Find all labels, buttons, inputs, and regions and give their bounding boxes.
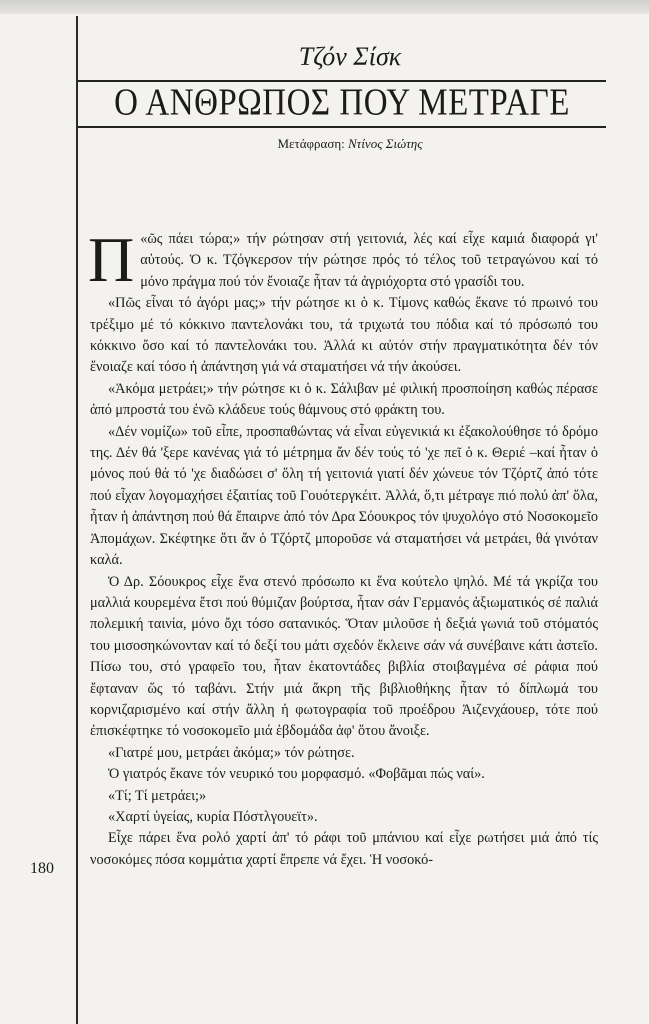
paragraph: «Γιατρέ μου, μετράει ἀκόμα;» τόν ρώτησε. bbox=[108, 744, 355, 761]
page-number: 180 bbox=[30, 860, 54, 877]
author-name: Τζόν Σίσκ bbox=[298, 42, 402, 71]
title-bottom-rule bbox=[78, 126, 606, 128]
paragraph: «Τί; Τί μετράει;» bbox=[108, 787, 207, 804]
drop-cap: Π bbox=[88, 224, 135, 295]
paragraph: «Ἀκόμα μετράει;» τήν ρώτησε κι ὁ κ. Σάλιβαν μέ φιλική προσποίηση καθώς πέρασε ἀπό μπροστά του ἐνῶ κλάδευε τούς θάμνους στό φράκτη του. bbox=[90, 380, 598, 419]
translator-credit bbox=[200, 136, 500, 152]
margin-rule bbox=[76, 16, 78, 1024]
translator-label: Μετάφραση: bbox=[277, 136, 345, 151]
translator-name: Ντίνος Σιώτης bbox=[348, 136, 423, 151]
story-body bbox=[88, 224, 598, 871]
scan-top-strip bbox=[0, 0, 649, 14]
paragraph: Εἶχε πάρει ἕνα ρολό χαρτί ἀπ' τό ράφι τοῦ μπάνιου καί εἶχε ρωτήσει μιά ἀπό τίς νοσοκόμες πόσα κομμάτια χαρτί ἔπρεπε νά ἔχει. Ἡ νοσοκό- bbox=[90, 830, 598, 868]
paragraph: Ὁ Δρ. Σόουκρος εἶχε ἕνα στενό πρόσωπο κι ἕνα κούτελο ψηλό. Μέ τά γκρίζα του μαλλιά κουρεμένα ἔτσι πού θύμιζαν βούρτσα, ἦταν σάν Γερμανός ἀξιωματικός σέ παλιά πολεμική ταινία, μόνο ὄχι τόσο σατανικός. Ὅταν μιλοῦσε ἡ δεξιά γωνιά τοῦ στόματός του μισοσηκώνονταν καί τό δεξί του μάτι σχεδόν ἔκλεινε σάν νά συνέβαινε κάτι ἀστεῖο. Πίσω του, στό γραφεῖο του, ἦταν ἑκατοντάδες βιβλία στοιβαγμένα σέ ράφια πού ἔφταναν ὥς τό ταβάνι. Στήν μιά ἄκρη τῆς βιβλιοθήκης ἦταν τό δίπλωμά του κορνιζαρισμένο καί στήν ἄλλη ἡ φωτογραφία τοῦ προέδρου Ἀιζενχάουερ, τότε πού ἐπισκέφτηκε τό νοσοκομεῖο μιά ἑβδομάδα ἀφ' ὅτου ἄνοιξε. bbox=[90, 573, 598, 740]
paragraph: «Πῶς εἶναι τό ἀγόρι μας;» τήν ρώτησε κι ὁ κ. Τίμονς καθώς ἔκανε τό πρωινό του τρέξιμο μέ τό κόκκινο παντελονάκι του, τά τριχωτά του πόδια καί τό πρόσωπό του κόκκινο ὅσο καί τό παντελονάκι του. Ἀλλά κι αὐτόν στήν πραγματικότητα δέν τόν ἔνοιαζε καί τόσο ἡ ἀπάντηση γιά νά σταματήσει νά τήν ἀκούσει. bbox=[90, 295, 598, 376]
paragraph: «Δέν νομίζω» τοῦ εἶπε, προσπαθώντας νά εἶναι εὐγενικιά κι ἐξακολούθησε τό δρόμο της. Δέν θά 'ξερε κανένας γιά τό μέτρημα ἄν δέν τούς τό 'χε πεῖ ὁ κ. Θεριέ –καί ἦταν ὁ μόνος πού θά τό 'χε διαδώσει σ' ὅλη τή γειτονιά γιατί δέν χώνευε τόν Τζόρτζ ἀπό τότε πού εἶχαν λογομαχήσει ἐξαιτίας τοῦ Γουότεργκέιτ. Ἀλλά, ὅ,τι μέτραγε πιό πολύ ἀπ' ὅλα, ἦταν ἡ ἀπάντηση πού θά ἔπαιρνε ἀπό τόν Δρα Σόουκρος τόν ψυχολόγο στό Νοσοκομεῖο Ἀπομάχων. Σκέφτηκε ὅτι ἄν ὁ Τζόρτζ μποροῦσε νά σταματήσει νά μετράει, θά γινόταν καλά. bbox=[90, 423, 598, 569]
paragraph: « Π ῶς πάει τώρα;» τήν ρώτησαν στή γειτονιά, λές καί εἶχε καμιά διαφορά γι' αὐτούς. Ὁ κ. Τζόγκερσον τήν ρώτησε πρός τό τέλος τοῦ τετραγώνου καί τό μόνο πράγμα πού τόν ἔνοιαζε ἦταν τά ἀγριόχορτα στό γρασίδι του. bbox=[88, 224, 598, 295]
story-title: Ο ΑΝΘΡΩΠΟΣ ΠΟΥ ΜΕΤΡΑΓΕ bbox=[114, 82, 570, 124]
paragraph: Ὁ γιατρός ἔκανε τόν νευρικό του μορφασμό. «Φοβᾶμαι πώς ναί». bbox=[108, 766, 485, 783]
opening-quote: « bbox=[140, 231, 148, 247]
paragraph: «Χαρτί ὑγείας, κυρία Πόστλγουεϊτ». bbox=[108, 808, 318, 825]
